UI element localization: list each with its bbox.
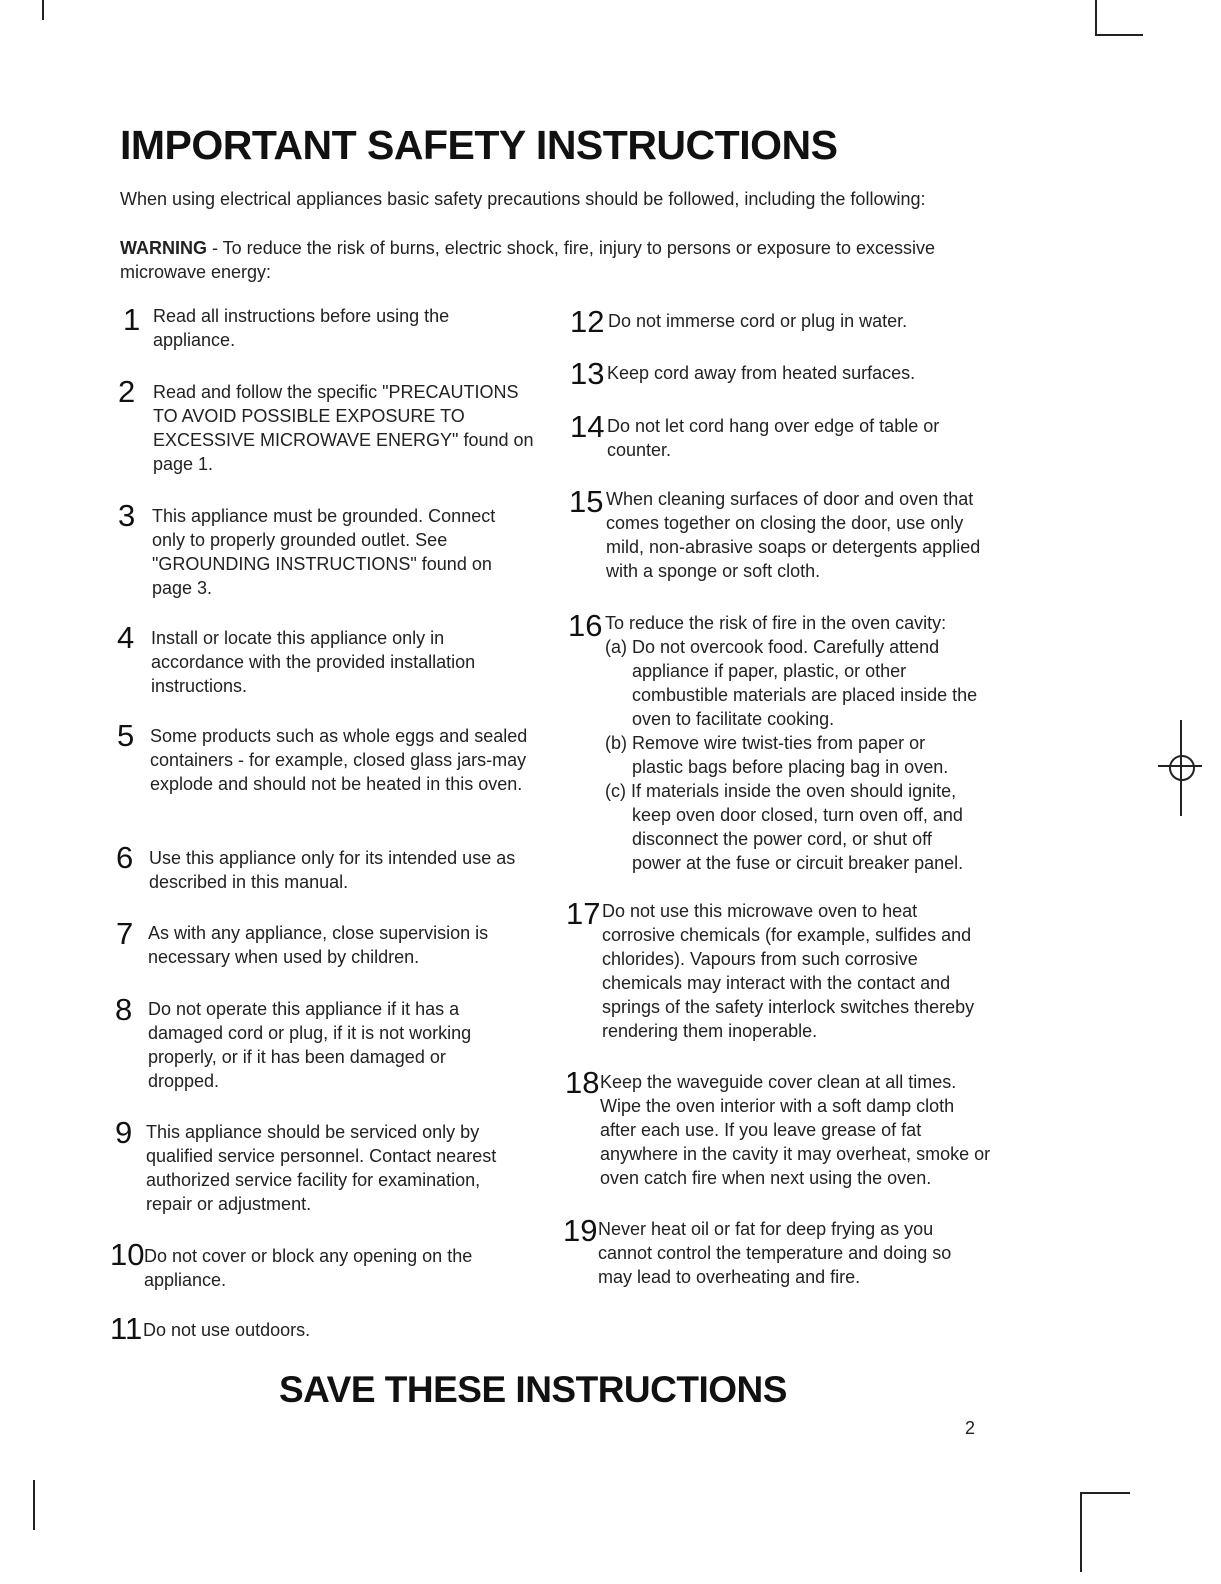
item-text: Keep cord away from heated surfaces. bbox=[607, 363, 916, 383]
scan-mark-bottom-left bbox=[33, 1480, 35, 1530]
item-text: Do not use outdoors. bbox=[143, 1320, 311, 1340]
item-number: 1 bbox=[123, 302, 141, 337]
crop-mark-bottom-right-horizontal bbox=[1080, 1492, 1130, 1494]
subitem-c: (c) If materials inside the oven should ignite, keep oven door closed, turn oven off, and disconnect the power cord, or shut off power at the fuse or circuit breaker panel. bbox=[605, 781, 964, 873]
item-text: Keep the waveguide cover clean at all times. Wipe the oven interior with a soft damp cloth after each use. If you leave grease of fat anywhere in the cavity it may overheat, smoke or oven catch fire when next using the oven. bbox=[600, 1072, 991, 1188]
item-number: 19 bbox=[563, 1213, 598, 1248]
item-number: 11 bbox=[110, 1311, 143, 1346]
item-number: 5 bbox=[117, 718, 135, 753]
item-number: 6 bbox=[116, 840, 134, 875]
item-text: This appliance must be grounded. Connect only to properly grounded outlet. See "GROUNDING INSTRUCTIONS" found on page 3. bbox=[152, 506, 496, 598]
page-title: IMPORTANT SAFETY INSTRUCTIONS bbox=[120, 122, 838, 168]
warning-text: - To reduce the risk of burns, electric shock, fire, injury to persons or exposure to excessive microwave energy: bbox=[120, 238, 935, 282]
item-text: Do not immerse cord or plug in water. bbox=[608, 311, 908, 331]
save-instructions-heading: SAVE THESE INSTRUCTIONS bbox=[279, 1369, 787, 1410]
item-number: 14 bbox=[570, 409, 605, 444]
item-text: This appliance should be serviced only by qualified service personnel. Contact nearest authorized service facility for examination, repair or adjustment. bbox=[146, 1122, 497, 1214]
page-number: 2 bbox=[965, 1418, 976, 1438]
item-number: 17 bbox=[566, 896, 601, 931]
warning-paragraph bbox=[120, 236, 1000, 284]
crop-mark-bottom-right-vertical bbox=[1080, 1492, 1082, 1572]
item-text: Read all instructions before using the appliance. bbox=[153, 306, 450, 350]
subitem-b: (b) Remove wire twist-ties from paper or plastic bags before placing bag in oven. bbox=[605, 733, 949, 777]
item-number: 13 bbox=[570, 356, 605, 391]
item-number: 3 bbox=[118, 498, 136, 533]
intro-text: When using electrical appliances basic safety precautions should be followed, including the following: bbox=[120, 189, 926, 209]
item-text: Do not let cord hang over edge of table or counter. bbox=[607, 416, 940, 460]
item-text: Read and follow the specific "PRECAUTIONS TO AVOID POSSIBLE EXPOSURE TO EXCESSIVE MICROWAVE ENERGY" found on page 1. bbox=[153, 382, 534, 474]
item-text: As with any appliance, close supervision is necessary when used by children. bbox=[148, 923, 489, 967]
item-text: Never heat oil or fat for deep frying as you cannot control the temperature and doing so may lead to overheating and fire. bbox=[598, 1219, 952, 1287]
subitem-a: (a) Do not overcook food. Carefully attend appliance if paper, plastic, or other combustible materials are placed inside the oven to facilitate cooking. bbox=[605, 637, 978, 729]
item-number: 10 bbox=[110, 1237, 145, 1272]
item-text: Use this appliance only for its intended use as described in this manual. bbox=[149, 848, 516, 892]
item-text: Install or locate this appliance only in accordance with the provided installation instructions. bbox=[151, 628, 476, 696]
item-number: 16 bbox=[568, 608, 603, 643]
crop-mark-top-right-vertical bbox=[1095, 0, 1097, 36]
item-text: When cleaning surfaces of door and oven that comes together on closing the door, use only mild, non-abrasive soaps or detergents applied with a sponge or soft cloth. bbox=[606, 489, 981, 581]
scan-mark-top-left bbox=[42, 0, 44, 20]
item-text: Do not cover or block any opening on the appliance. bbox=[144, 1246, 473, 1290]
item-text-group bbox=[605, 611, 980, 875]
item-number: 7 bbox=[116, 916, 134, 951]
item-number: 18 bbox=[565, 1065, 600, 1100]
registration-circle bbox=[1169, 755, 1195, 781]
crop-mark-top-right-horizontal bbox=[1095, 34, 1143, 36]
item-text: Some products such as whole eggs and sealed containers - for example, closed glass jars-may explode and should not be heated in this oven. bbox=[150, 726, 528, 794]
warning-label: WARNING bbox=[120, 238, 207, 258]
item-number: 4 bbox=[117, 620, 135, 655]
item-number: 12 bbox=[570, 304, 605, 339]
item-text: Do not use this microwave oven to heat corrosive chemicals (for example, sulfides and chlorides). Vapours from such corrosive chemicals may interact with the contact and springs of the safety interlock switches thereby rendering them inoperable. bbox=[602, 901, 975, 1041]
item-number: 15 bbox=[569, 484, 604, 519]
item-text: Do not operate this appliance if it has a damaged cord or plug, if it is not working properly, or if it has been damaged or dropped. bbox=[148, 999, 472, 1091]
item-number: 9 bbox=[115, 1115, 133, 1150]
item-number: 2 bbox=[118, 374, 136, 409]
item-text: To reduce the risk of fire in the oven cavity: bbox=[605, 613, 947, 633]
item-number: 8 bbox=[115, 992, 133, 1027]
